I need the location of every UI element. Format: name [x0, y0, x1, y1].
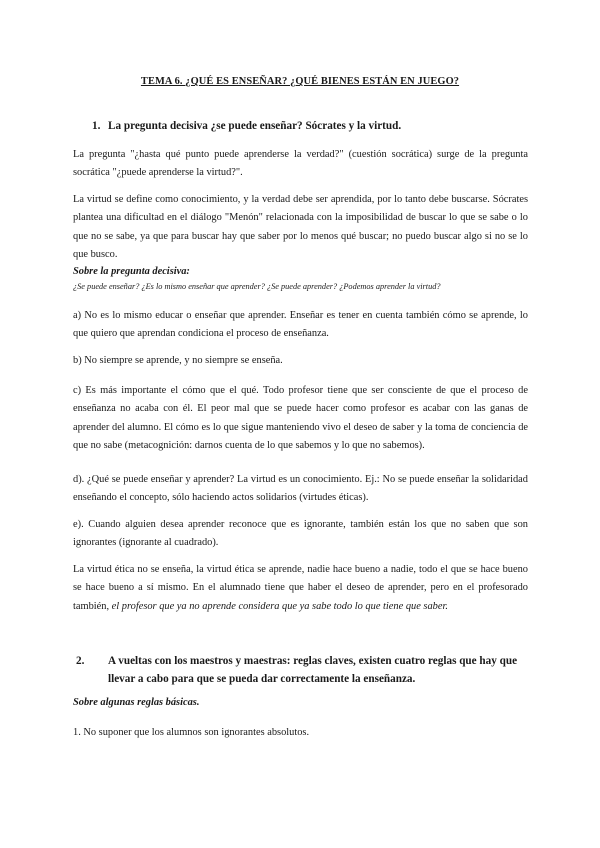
subheading-decisive-question: Sobre la pregunta decisiva: [73, 266, 190, 277]
section-2-number: 2. [76, 655, 85, 667]
paragraph-point-b: b) No siempre se aprende, y no siempre se enseña. [73, 355, 283, 366]
section-1-number: 1. [92, 120, 101, 132]
section-1-heading [92, 117, 530, 135]
section-1-title: La pregunta decisiva ¿se puede enseñar? Sócrates y la virtud. [108, 120, 402, 132]
paragraph-point-c: c) Es más importante el cómo que el qué. Todo profesor tiene que ser consciente de que el proceso de enseñanza no acaba con él. El peor mal que se puede hacer como profesor es acabar con las ganas de aprender del alumno. El cómo es lo que sigue manteniendo vivo el deseo de saber y la toma de conciencia de que no sabe (metacognición: darnos cuenta de lo que sabemos y lo que no sabemos). [73, 385, 528, 451]
ethical-virtue-text: La virtud ética no se enseña, la virtud ética se aprende, nadie hace bueno a nadie, todo el que se hace bueno se hace bueno a sí mismo. En el alumnado tiene que haber el deseo de aprender, pero en el profesorado también, [73, 564, 528, 612]
decisive-questions-list: ¿Se puede enseñar? ¿Es lo mismo enseñar que aprender? ¿Se puede aprender? ¿Podemos aprender la virtud? [73, 282, 441, 291]
paragraph-virtue-knowledge: La virtud se define como conocimiento, y la verdad debe ser aprendida, por lo tanto debe buscarse. Sócrates plantea una dificultad en el diálogo "Menón" relacionada con la imposibilidad de buscar lo que se sabe o lo que no se sabe, ya que para buscar hay que saber por lo menos qué buscar; no puedo buscar algo si no se lo que busco. [73, 194, 528, 260]
section-2-title: A vueltas con los maestros y maestras: reglas claves, existen cuatro reglas que hay que llevar a cabo para que se pueda dar correctamente la enseñanza. [108, 655, 518, 685]
section-2-heading [76, 652, 530, 688]
ethical-virtue-italic-text: el profesor que ya no aprende considera que ya sabe todo lo que tiene que saber. [111, 600, 448, 612]
paragraph-socratic-question: La pregunta "¿hasta qué punto puede aprenderse la verdad?" (cuestión socrática) surge de la pregunta socrática "¿puede aprenderse la virtud?". [73, 149, 528, 179]
paragraph-ethical-virtue [73, 561, 528, 616]
rule-1: 1. No suponer que los alumnos son ignorantes absolutos. [73, 727, 310, 738]
paragraph-point-d: d). ¿Qué se puede enseñar y aprender? La virtud es un conocimiento. Ej.: No se puede enseñar la solidaridad enseñando el concepto, sólo haciendo actos solidarios (virtudes éticas). [73, 474, 528, 504]
paragraph-point-a: a) No es lo mismo educar o enseñar que aprender. Enseñar es tener en cuenta también cómo se aprende, lo que quiero que aprendan condiciona el proceso de enseñanza. [73, 310, 528, 340]
paragraph-point-e: e). Cuando alguien desea aprender reconoce que es ignorante, también están los que no saben que son ignorantes (ignorante al cuadrado). [73, 519, 528, 549]
page-title: TEMA 6. ¿QUÉ ES ENSEÑAR? ¿QUÉ BIENES ESTÁN EN JUEGO? [140, 76, 460, 87]
subheading-basic-rules: Sobre algunas reglas básicas. [73, 697, 200, 708]
